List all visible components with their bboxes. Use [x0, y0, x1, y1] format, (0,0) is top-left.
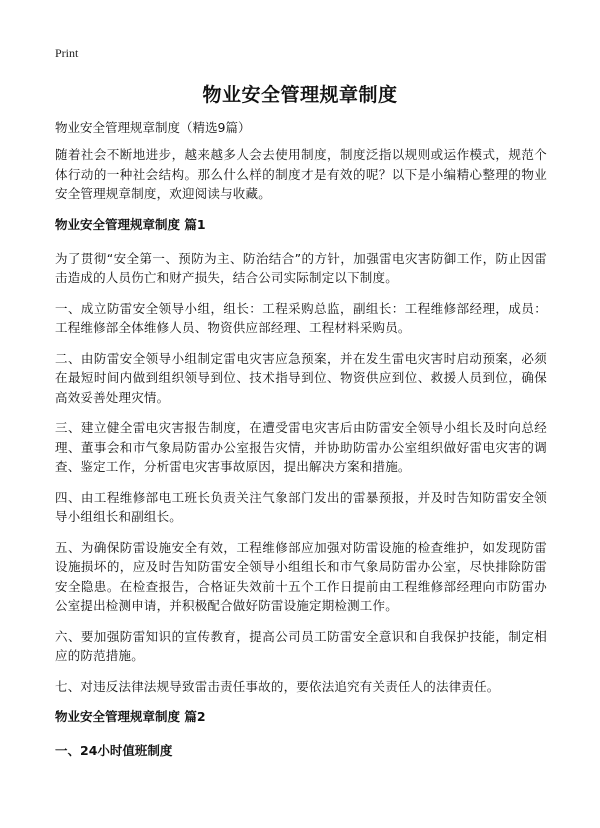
document-subtitle: 物业安全管理规章制度（精选9篇） [55, 120, 251, 135]
section-heading-1: 物业安全管理规章制度 篇1 [55, 216, 206, 232]
print-label: Print [55, 46, 79, 60]
section1-paragraph: 六、要加强防雷知识的宣传教育，提高公司员工防雷安全意识和自我保护技能，制定相应的防范措施。 [55, 628, 547, 663]
section-heading-2: 物业安全管理规章制度 篇2 [55, 709, 206, 724]
document-body [55, 117, 547, 771]
section1-paragraph: 七、对违反法律法规导致雷击责任事故的，要依法追究有关责任人的法律责任。 [55, 678, 500, 694]
section1-paragraph: 一、成立防雷安全领导小组，组长：工程采购总监，副组长：工程维修部经理，成员：工程维修部全体维修人员、物资供应部经理、工程材料采购员。 [55, 300, 547, 335]
section1-paragraph: 为了贯彻“安全第一、预防为主、防治结合”的方针，加强雷电灾害防御工作，防止因雷击造成的人员伤亡和财产损失，结合公司实际制定以下制度。 [55, 250, 547, 285]
section1-paragraph: 三、建立健全雷电灾害报告制度，在遭受雷电灾害后由防雷安全领导小组长及时向总经理、董事会和市气象局防雷办公室报告灾情，并协助防雷办公室组织做好雷电灾害的调查、鉴定工作，分析雷电灾害事故原因，提出解决方案和措施。 [55, 420, 547, 474]
section1-paragraph: 五、为确保防雷设施安全有效，工程维修部应加强对防雷设施的检查维护，如发现防雷设施损坏的，应及时告知防雷安全领导小组组长和市气象局防雷办公室，尽快排除防雷安全隐患。在检查报告，合格证失效前十五个工作日提前由工程维修部经理向市防雷办公室提出检测申请，并积极配合做好防雷设施定期检测工作。 [55, 539, 547, 613]
section2-subheading: 一、24小时值班制度 [55, 743, 173, 758]
intro-paragraph: 随着社会不断地进步，越来越多人会去使用制度，制度泛指以规则或运作模式，规范个体行动的一种社会结构。那么什么样的制度才是有效的呢？以下是小编精心整理的物业安全管理规章制度，欢迎阅读与收藏。 [55, 147, 547, 201]
section1-paragraph: 二、由防雷安全领导小组制定雷电灾害应急预案，并在发生雷电灾害时启动预案，必须在最短时间内做到组织领导到位、技术指导到位、物资供应到位、救援人员到位，确保高效妥善处理灾情。 [55, 350, 547, 405]
section1-paragraph: 四、由工程维修部电工班长负责关注气象部门发出的雷暴预报，并及时告知防雷安全领导小组组长和副组长。 [55, 489, 547, 524]
page-title: 物业安全管理规章制度 [202, 84, 398, 106]
